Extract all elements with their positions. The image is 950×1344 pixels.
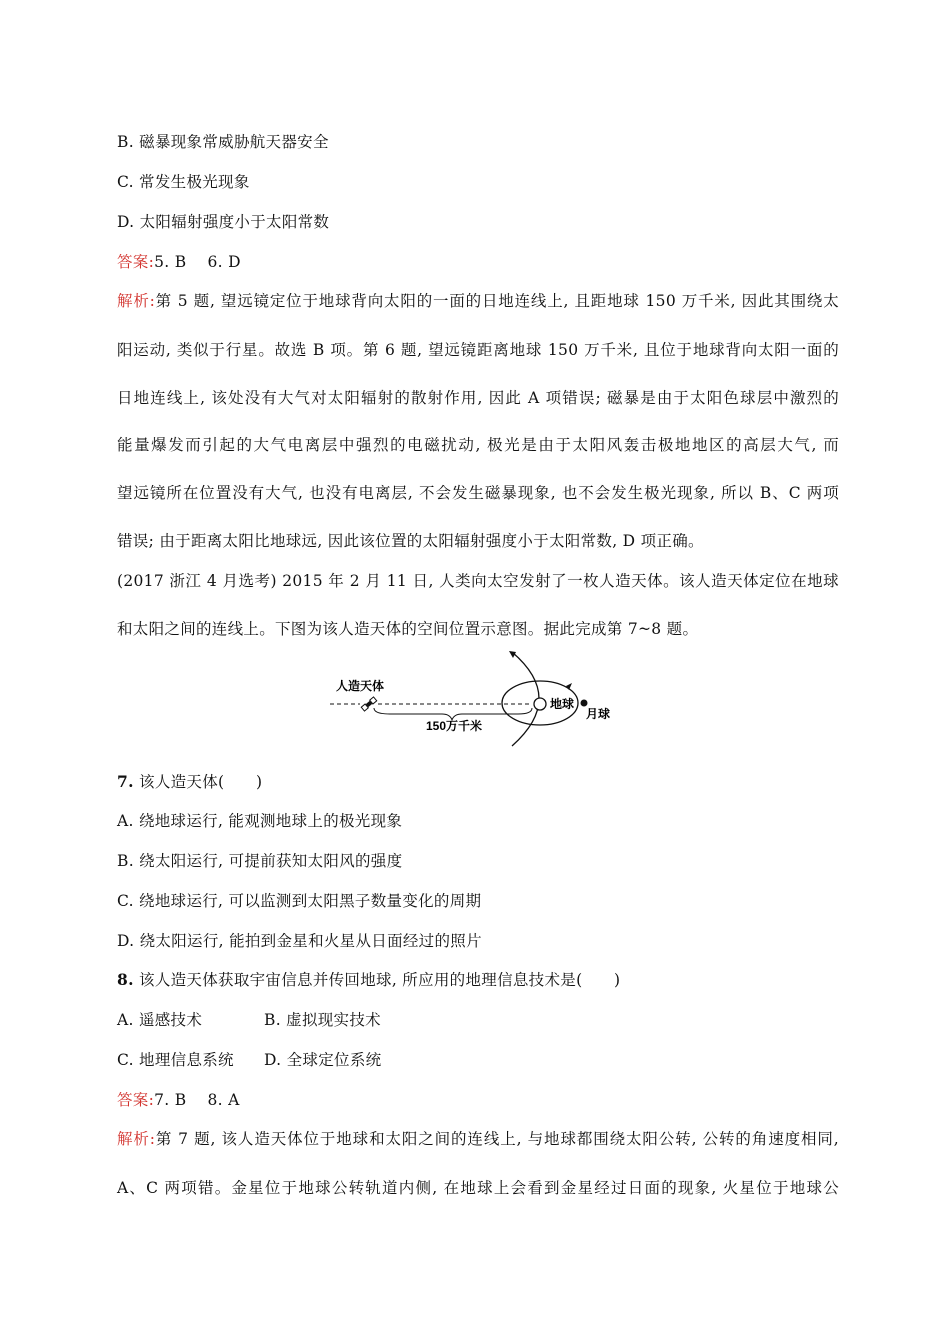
question-number: 7.	[117, 772, 134, 791]
q7-option-d: D. 绕太阳运行, 能拍到金星和火星从日面经过的照片	[117, 932, 482, 950]
option-d: D. 太阳辐射强度小于太阳常数	[117, 213, 330, 231]
answer-line-2	[117, 1088, 240, 1110]
intro-line: (2017 浙江 4 月选考) 2015 年 2 月 11 日, 人类向太空发射了一枚人造天体。该人造天体定位在地球	[117, 572, 839, 590]
option-c: C. 常发生极光现象	[117, 173, 250, 191]
q8-option-c: C. 地理信息系统	[117, 1051, 234, 1069]
q7-option-b: B. 绕太阳运行, 可提前获知太阳风的强度	[117, 852, 403, 870]
explanation-line: 望远镜所在位置没有大气, 也没有电离层, 不会发生磁暴现象, 也不会发生极光现象, 所以 B、C 两项	[117, 484, 839, 502]
satellite-label: 人造天体	[336, 679, 385, 693]
option-b: B. 磁暴现象常威胁航天器安全	[117, 133, 329, 151]
q7-option-c: C. 绕地球运行, 可以监测到太阳黑子数量变化的周期	[117, 892, 482, 910]
answer-text: 5. B 6. D	[154, 253, 241, 271]
q8-options-row-1	[117, 1008, 381, 1030]
earth-label: 地球	[550, 697, 575, 711]
explanation-line: 解析:第 7 题, 该人造天体位于地球和太阳之间的连线上, 与地球都围绕太阳公转, 公转的角速度相同,	[117, 1130, 839, 1148]
explanation-label: 解析:	[117, 1130, 156, 1148]
explanation-line: 错误; 由于距离太阳比地球远, 因此该位置的太阳辐射强度小于太阳常数, D 项正确。	[117, 532, 704, 550]
moon-label: 月球	[586, 707, 611, 721]
explanation-label: 解析:	[117, 292, 156, 310]
explanation-line: A、C 两项错。金星位于地球公转轨道内侧, 在地球上会看到金星经过日面的现象, 火星位于地球公	[117, 1179, 839, 1197]
q8-option-d: D. 全球定位系统	[264, 1051, 382, 1069]
q7-option-a: A. 绕地球运行, 能观测地球上的极光现象	[117, 812, 403, 830]
moon-icon	[581, 700, 588, 707]
distance-label: 150万千米	[426, 719, 483, 733]
explanation-line: 日地连线上, 该处没有大气对太阳辐射的散射作用, 因此 A 项错误; 磁暴是由于太阳色球层中激烈的	[117, 389, 839, 407]
answer-line-1	[117, 250, 241, 272]
explanation-line: 阳运动, 类似于行星。故选 B 项。第 6 题, 望远镜距离地球 150 万千米, 且位于地球背向太阳一面的	[117, 341, 839, 359]
moon-orbit-arrow-icon	[566, 683, 572, 690]
q8-option-b: B. 虚拟现实技术	[264, 1011, 381, 1029]
q8-options-row-2	[117, 1048, 381, 1070]
answer-label: 答案:	[117, 253, 155, 271]
answer-label: 答案:	[117, 1091, 155, 1109]
intro-line: 和太阳之间的连线上。下图为该人造天体的空间位置示意图。据此完成第 7~8 题。	[117, 620, 699, 638]
question-number: 8.	[117, 970, 134, 989]
q8-option-a: A. 遥感技术	[117, 1011, 203, 1029]
question-7-stem: 7. 该人造天体( )	[117, 772, 263, 791]
earth-orbit-arc	[512, 652, 539, 746]
question-8-stem: 8. 该人造天体获取宇宙信息并传回地球, 所应用的地理信息技术是( )	[117, 970, 621, 989]
explanation-line: 解析:第 5 题, 望远镜定位于地球背向太阳的一面的日地连线上, 且距地球 150 万千米, 因此其围绕太	[117, 292, 840, 310]
orbit-diagram	[330, 648, 620, 748]
explanation-line: 能量爆发而引起的大气电离层中强烈的电磁扰动, 极光是由于太阳风轰击极地地区的高层大气, 而	[117, 436, 839, 454]
answer-text: 7. B 8. A	[154, 1091, 240, 1109]
earth-icon	[534, 698, 546, 710]
